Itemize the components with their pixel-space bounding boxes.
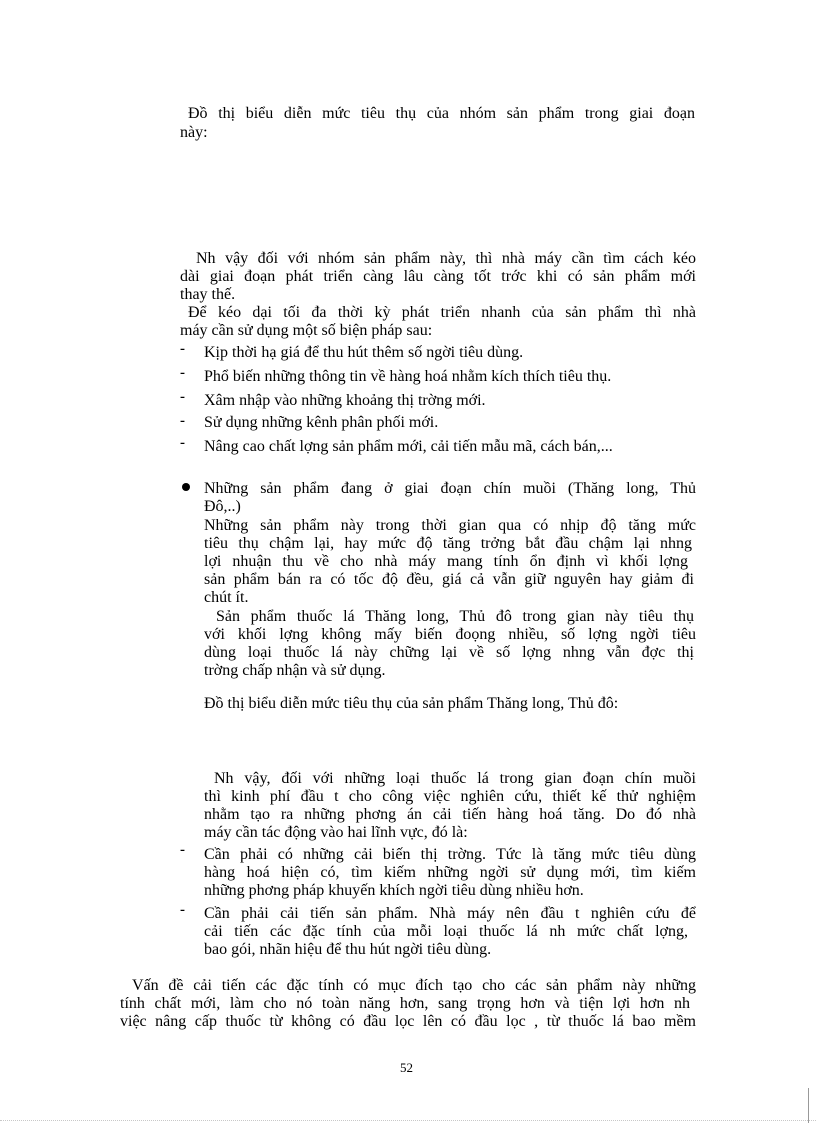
- dash-bullet: -: [180, 341, 185, 357]
- para3-line: nhằm tạo ra những phơng án cải tiến hàng hoá tăng. Do đó nhà: [204, 806, 696, 823]
- dash-bullet: -: [180, 365, 185, 381]
- area-line: cải tiến các đặc tính của mỗi loại thuốc lá nh mức chất lợng,: [204, 923, 688, 940]
- chart-caption: Đồ thị biểu diễn mức tiêu thụ của sản phẩm Thăng long, Thủ đô:: [204, 695, 619, 712]
- para1-line-3: thay thế.: [180, 286, 236, 303]
- mature-heading-line-2: Đô,..): [204, 498, 241, 515]
- closing-line: tính chất mới, làm cho nó toàn năng hơn, sang trọng hơn và tiện lợi hơn nh: [120, 995, 690, 1012]
- measure-item: Nâng cao chất lợng sản phẩm mới, cải tiến mẫu mã, cách bán,...: [204, 438, 613, 455]
- mature-body-line: tiêu thụ chậm lại, hay mức độ tăng trởng bắt đầu chậm lại nhng: [204, 535, 692, 552]
- mature-body-line: sản phẩm bán ra có tốc độ đều, giá cả vẫn giữ nguyên hay giảm đi: [204, 571, 694, 588]
- thanglong-line: Sản phẩm thuốc lá Thăng long, Thủ đô trong gian này tiêu thụ: [216, 608, 694, 625]
- para3-line: Nh vậy, đối với những loại thuốc lá trong gian đoạn chín muồi: [214, 770, 696, 787]
- thanglong-line: dùng loại thuốc lá này chững lại về số lợng nhng vẫn đợc thị: [204, 644, 694, 661]
- page-number: 52: [400, 1060, 413, 1075]
- closing-line: Vấn đề cải tiến các đặc tính có mục đích tạo cho các sản phẩm này những: [132, 977, 696, 994]
- intro-line-2: này:: [180, 124, 208, 141]
- dash-bullet: -: [180, 902, 185, 918]
- area-line: Cần phải cải tiến sản phẩm. Nhà máy nên đầu t nghiên cứu để: [204, 905, 696, 922]
- mature-body-line: chút ít.: [204, 589, 249, 606]
- area-line: Cần phải có những cải biến thị trờng. Tức là tăng mức tiêu dùng: [204, 846, 696, 863]
- para1-line-1: Nh vậy đối với nhóm sản phẩm này, thì nhà máy cần tìm cách kéo: [196, 250, 696, 267]
- mature-heading-line-1: Những sản phẩm đang ở giai đoạn chín muồi (Thăng long, Thủ: [204, 480, 696, 497]
- para1-line-2: dài giai đoạn phát triển càng lâu càng tốt trớc khi có sản phẩm mới: [180, 268, 696, 285]
- dash-bullet: -: [180, 842, 185, 858]
- para3-line: thì kinh phí đầu t cho công việc nghiên cứu, thiết kế thử nghiệm: [204, 788, 696, 805]
- thanglong-line: với khối lợng không mấy biến đoọng nhiều, số lợng ngời tiêu: [204, 626, 696, 643]
- dash-bullet: -: [180, 389, 185, 405]
- para2-line-2: máy cần sử dụng một số biện pháp sau:: [180, 322, 433, 339]
- dash-bullet: -: [180, 435, 185, 451]
- thanglong-line: trờng chấp nhận và sử dụng.: [204, 662, 386, 679]
- area-line: hàng hoá hiện có, tìm kiếm những ngời sử dụng mới, tìm kiếm: [204, 864, 696, 881]
- para2-line-1: Để kéo dại tối đa thời kỳ phát triển nhanh của sản phẩm thì nhà: [188, 304, 696, 321]
- intro-line-1: Đồ thị biểu diễn mức tiêu thụ của nhóm sản phẩm trong giai đoạn: [188, 105, 695, 122]
- closing-line: việc nâng cấp thuốc từ không có đầu lọc lên có đầu lọc , từ thuốc lá bao mềm: [120, 1013, 696, 1030]
- measure-item: Kịp thời hạ giá để thu hút thêm số ngời tiêu dùng.: [204, 344, 524, 361]
- measure-item: Phổ biến những thông tin về hàng hoá nhằm kích thích tiêu thụ.: [204, 368, 612, 385]
- mature-body-line: lợi nhuận thu về cho nhà máy mang tính ổn định vì khối lợng: [204, 553, 688, 570]
- area-line: bao gói, nhãn hiệu để thu hút ngời tiêu dùng.: [204, 941, 492, 958]
- mature-body-line: Những sản phẩm này trong thời gian qua có nhịp độ tăng mức: [204, 517, 696, 534]
- area-line: những phơng pháp khuyến khích ngời tiêu dùng nhiều hơn.: [204, 882, 584, 899]
- para3-line: máy cần tác động vào hai lĩnh vực, đó là:: [204, 824, 468, 841]
- footer-rule: [0, 1120, 816, 1121]
- side-rule: [808, 1088, 809, 1123]
- measure-item: Xâm nhập vào những khoảng thị trờng mới.: [204, 392, 486, 409]
- round-bullet: [182, 483, 190, 491]
- measure-item: Sử dụng những kênh phân phối mới.: [204, 414, 439, 431]
- dash-bullet: -: [180, 413, 185, 429]
